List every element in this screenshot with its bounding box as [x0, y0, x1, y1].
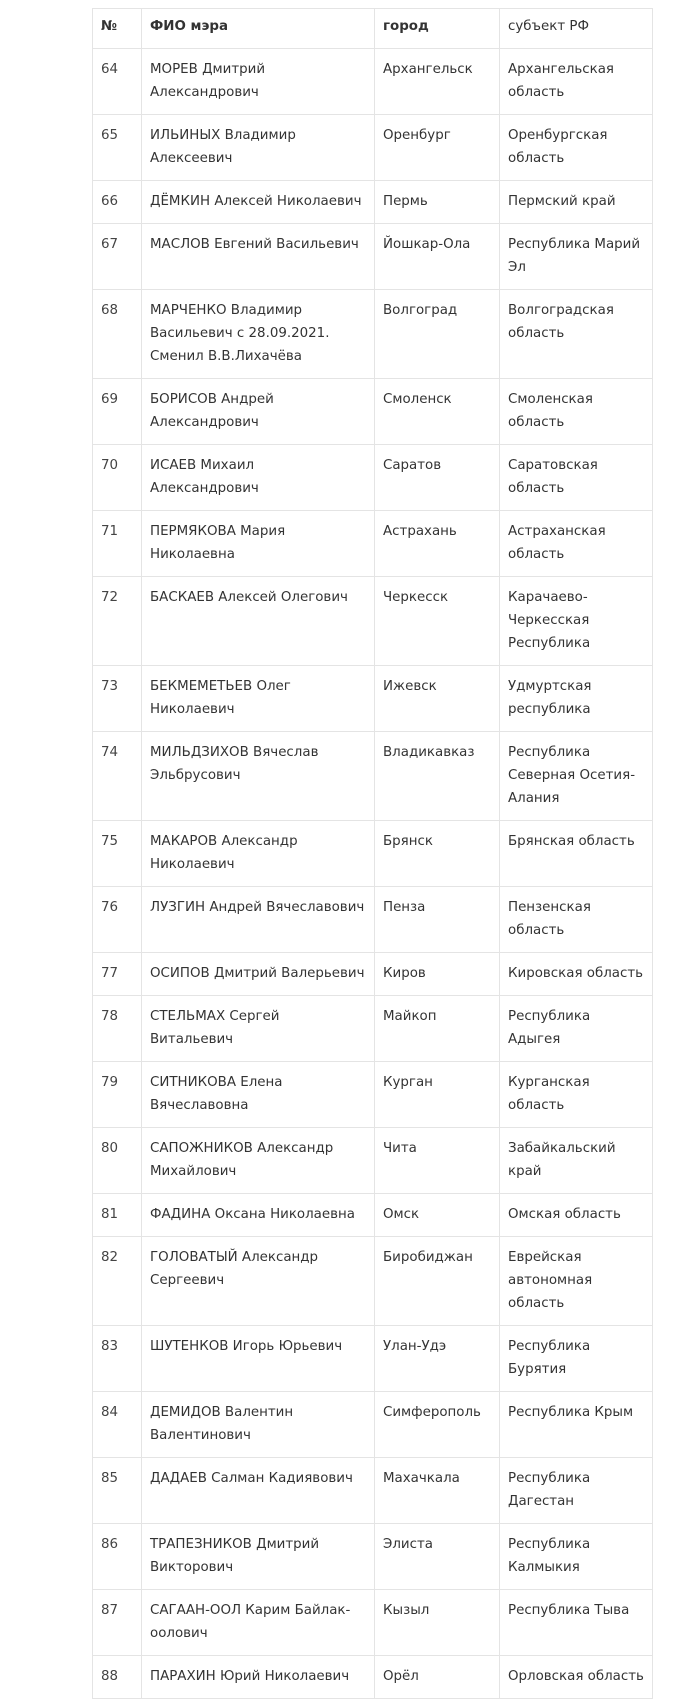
cell-city: Владикавказ: [375, 732, 500, 821]
table-row: [93, 1194, 653, 1237]
cell-number: 71: [93, 511, 142, 577]
cell-subject: Еврейская автономная область: [500, 1237, 653, 1326]
cell-city: Саратов: [375, 445, 500, 511]
cell-number: 86: [93, 1524, 142, 1590]
cell-number: 88: [93, 1656, 142, 1699]
cell-number: 68: [93, 290, 142, 379]
table-body: [93, 49, 653, 1699]
table-row: [93, 996, 653, 1062]
cell-city: Черкесск: [375, 577, 500, 666]
cell-number: 87: [93, 1590, 142, 1656]
table-row: [93, 577, 653, 666]
cell-subject: Оренбургская область: [500, 115, 653, 181]
cell-subject: Архангельская область: [500, 49, 653, 115]
cell-subject: Республика Адыгея: [500, 996, 653, 1062]
cell-mayor-name: МОРЕВ Дмитрий Александрович: [142, 49, 375, 115]
cell-number: 73: [93, 666, 142, 732]
header-number: №: [93, 9, 142, 49]
table-row: [93, 49, 653, 115]
cell-number: 85: [93, 1458, 142, 1524]
table-row: [93, 290, 653, 379]
cell-number: 82: [93, 1237, 142, 1326]
cell-subject: Волгоградская область: [500, 290, 653, 379]
cell-mayor-name: ШУТЕНКОВ Игорь Юрьевич: [142, 1326, 375, 1392]
cell-subject: Республика Тыва: [500, 1590, 653, 1656]
cell-city: Чита: [375, 1128, 500, 1194]
cell-number: 69: [93, 379, 142, 445]
header-mayor-name: ФИО мэра: [142, 9, 375, 49]
cell-mayor-name: ТРАПЕЗНИКОВ Дмитрий Викторович: [142, 1524, 375, 1590]
table-row: [93, 1458, 653, 1524]
cell-subject: Республика Марий Эл: [500, 224, 653, 290]
cell-subject: Смоленская область: [500, 379, 653, 445]
table-row: [93, 1590, 653, 1656]
cell-mayor-name: ПАРАХИН Юрий Николаевич: [142, 1656, 375, 1699]
mayors-table: [92, 8, 653, 1699]
cell-mayor-name: СТЕЛЬМАХ Сергей Витальевич: [142, 996, 375, 1062]
cell-city: Архангельск: [375, 49, 500, 115]
cell-number: 77: [93, 953, 142, 996]
mayors-table-container: [92, 8, 652, 1699]
cell-city: Орёл: [375, 1656, 500, 1699]
cell-number: 83: [93, 1326, 142, 1392]
cell-city: Элиста: [375, 1524, 500, 1590]
cell-mayor-name: ОСИПОВ Дмитрий Валерьевич: [142, 953, 375, 996]
cell-number: 78: [93, 996, 142, 1062]
cell-mayor-name: МАСЛОВ Евгений Васильевич: [142, 224, 375, 290]
table-row: [93, 1237, 653, 1326]
cell-city: Биробиджан: [375, 1237, 500, 1326]
cell-city: Кызыл: [375, 1590, 500, 1656]
cell-city: Волгоград: [375, 290, 500, 379]
cell-subject: Кировская область: [500, 953, 653, 996]
cell-subject: Курганская область: [500, 1062, 653, 1128]
cell-mayor-name: ДЁМКИН Алексей Николаевич: [142, 181, 375, 224]
table-row: [93, 1392, 653, 1458]
cell-subject: Республика Бурятия: [500, 1326, 653, 1392]
header-city: город: [375, 9, 500, 49]
cell-number: 81: [93, 1194, 142, 1237]
cell-number: 79: [93, 1062, 142, 1128]
cell-city: Пермь: [375, 181, 500, 224]
cell-city: Смоленск: [375, 379, 500, 445]
table-row: [93, 379, 653, 445]
table-row: [93, 445, 653, 511]
cell-subject: Республика Дагестан: [500, 1458, 653, 1524]
table-row: [93, 1062, 653, 1128]
cell-city: Киров: [375, 953, 500, 996]
cell-mayor-name: СИТНИКОВА Елена Вячеславовна: [142, 1062, 375, 1128]
cell-city: Улан-Удэ: [375, 1326, 500, 1392]
cell-city: Симферополь: [375, 1392, 500, 1458]
table-row: [93, 1128, 653, 1194]
cell-mayor-name: МАКАРОВ Александр Николаевич: [142, 821, 375, 887]
cell-subject: Пензенская область: [500, 887, 653, 953]
cell-number: 72: [93, 577, 142, 666]
cell-number: 66: [93, 181, 142, 224]
cell-subject: Орловская область: [500, 1656, 653, 1699]
table-row: [93, 115, 653, 181]
table-row: [93, 821, 653, 887]
cell-number: 70: [93, 445, 142, 511]
cell-city: Оренбург: [375, 115, 500, 181]
cell-city: Йошкар-Ола: [375, 224, 500, 290]
cell-mayor-name: ДАДАЕВ Салман Кадиявович: [142, 1458, 375, 1524]
table-row: [93, 887, 653, 953]
table-row: [93, 1326, 653, 1392]
cell-city: Омск: [375, 1194, 500, 1237]
cell-mayor-name: ДЕМИДОВ Валентин Валентинович: [142, 1392, 375, 1458]
cell-mayor-name: ПЕРМЯКОВА Мария Николаевна: [142, 511, 375, 577]
cell-subject: Республика Калмыкия: [500, 1524, 653, 1590]
cell-subject: Карачаево-Черкесская Республика: [500, 577, 653, 666]
table-row: [93, 666, 653, 732]
table-row: [93, 1524, 653, 1590]
cell-subject: Удмуртская республика: [500, 666, 653, 732]
cell-mayor-name: САПОЖНИКОВ Александр Михайлович: [142, 1128, 375, 1194]
cell-subject: Саратовская область: [500, 445, 653, 511]
header-row: [93, 9, 653, 49]
cell-mayor-name: МАРЧЕНКО Владимир Васильевич с 28.09.2021. Сменил В.В.Лихачёва: [142, 290, 375, 379]
table-row: [93, 224, 653, 290]
cell-mayor-name: БОРИСОВ Андрей Александрович: [142, 379, 375, 445]
cell-number: 76: [93, 887, 142, 953]
cell-city: Майкоп: [375, 996, 500, 1062]
cell-mayor-name: САГААН-ООЛ Карим Байлак-оолович: [142, 1590, 375, 1656]
header-subject: субъект РФ: [500, 9, 653, 49]
cell-subject: Забайкальский край: [500, 1128, 653, 1194]
cell-mayor-name: ФАДИНА Оксана Николаевна: [142, 1194, 375, 1237]
cell-number: 65: [93, 115, 142, 181]
table-row: [93, 181, 653, 224]
cell-number: 75: [93, 821, 142, 887]
cell-subject: Республика Крым: [500, 1392, 653, 1458]
cell-number: 64: [93, 49, 142, 115]
table-header: [93, 9, 653, 49]
cell-city: Астрахань: [375, 511, 500, 577]
table-row: [93, 1656, 653, 1699]
cell-number: 67: [93, 224, 142, 290]
cell-city: Ижевск: [375, 666, 500, 732]
cell-city: Курган: [375, 1062, 500, 1128]
cell-city: Брянск: [375, 821, 500, 887]
cell-mayor-name: БЕКМЕМЕТЬЕВ Олег Николаевич: [142, 666, 375, 732]
table-row: [93, 732, 653, 821]
cell-city: Пенза: [375, 887, 500, 953]
cell-mayor-name: БАСКАЕВ Алексей Олегович: [142, 577, 375, 666]
cell-mayor-name: ИЛЬИНЫХ Владимир Алексеевич: [142, 115, 375, 181]
table-row: [93, 511, 653, 577]
cell-mayor-name: ЛУЗГИН Андрей Вячеславович: [142, 887, 375, 953]
cell-subject: Республика Северная Осетия-Алания: [500, 732, 653, 821]
cell-number: 80: [93, 1128, 142, 1194]
cell-mayor-name: ИСАЕВ Михаил Александрович: [142, 445, 375, 511]
cell-subject: Астраханская область: [500, 511, 653, 577]
cell-subject: Брянская область: [500, 821, 653, 887]
cell-city: Махачкала: [375, 1458, 500, 1524]
cell-number: 74: [93, 732, 142, 821]
cell-number: 84: [93, 1392, 142, 1458]
cell-subject: Омская область: [500, 1194, 653, 1237]
cell-subject: Пермский край: [500, 181, 653, 224]
table-row: [93, 953, 653, 996]
cell-mayor-name: ГОЛОВАТЫЙ Александр Сергеевич: [142, 1237, 375, 1326]
cell-mayor-name: МИЛЬДЗИХОВ Вячеслав Эльбрусович: [142, 732, 375, 821]
